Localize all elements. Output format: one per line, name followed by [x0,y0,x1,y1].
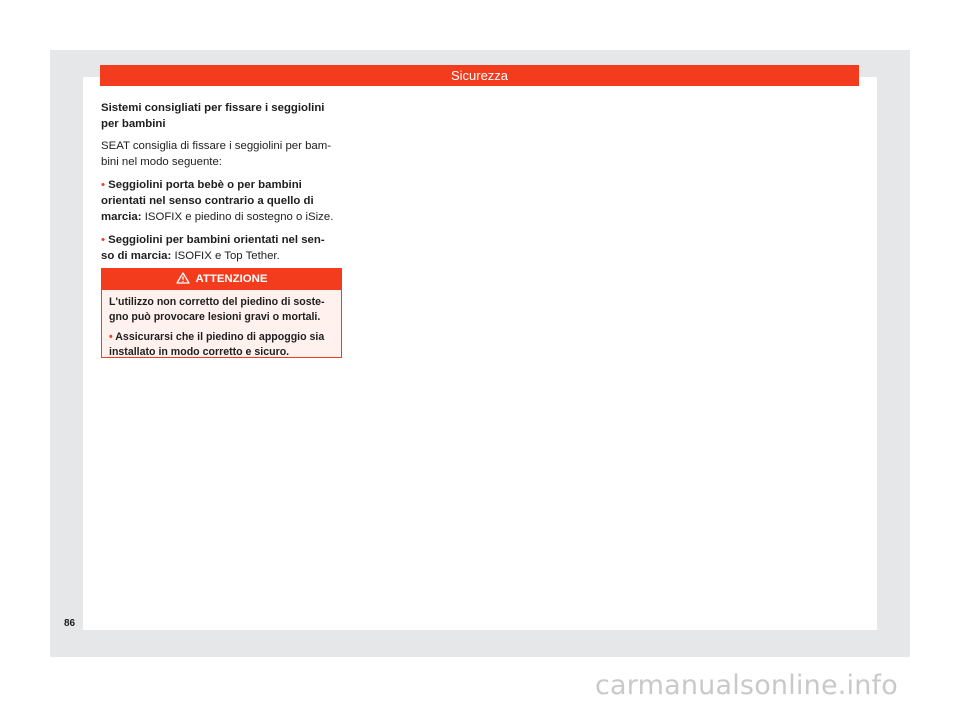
bullet-text: ISOFIX e Top Tether. [171,250,280,262]
warning-body [102,290,341,360]
intro-line: SEAT consiglia di fissare i seggiolini per bam- [101,140,332,152]
content-column [101,100,345,264]
warning-text: L'utilizzo non corretto del piedino di soste- [109,296,325,308]
warning-bullet: installato in modo corretto e sicuro. [109,346,290,358]
bullet-dot-icon: • [101,179,105,191]
section-header: Sicurezza [100,65,859,86]
watermark: carmanualsonline.info [595,670,898,701]
warning-box [101,268,342,358]
bullet-title: orientati nel senso contrario a quello di [101,195,314,207]
warning-header [102,269,341,290]
bullet-text: ISOFIX e piedino di sostegno o iSize. [141,211,334,223]
heading-line: Sistemi consigliati per fissare i seggiolini [101,102,325,114]
section-heading [101,100,345,132]
list-item [101,177,345,225]
intro-paragraph [101,138,345,170]
bullet-title: marcia: [101,211,142,223]
warning-triangle-icon [176,272,190,284]
warning-text: gno può provocare lesioni gravi o mortali. [109,311,321,323]
bullet-title: Seggiolini per bambini orientati nel sen- [108,234,325,246]
list-item [101,232,345,264]
bullet-dot-icon: • [109,331,113,343]
bullet-dot-icon: • [101,234,105,246]
heading-line: per bambini [101,118,166,130]
bullet-title: Seggiolini porta bebè o per bambini [108,179,302,191]
warning-bullet: Assicurarsi che il piedino di appoggio sia [115,331,325,343]
page-number: 86 [64,618,76,629]
warning-title: ATTENZIONE [195,273,268,285]
bullet-title: so di marcia: [101,250,172,262]
intro-line: bini nel modo seguente: [101,156,222,168]
